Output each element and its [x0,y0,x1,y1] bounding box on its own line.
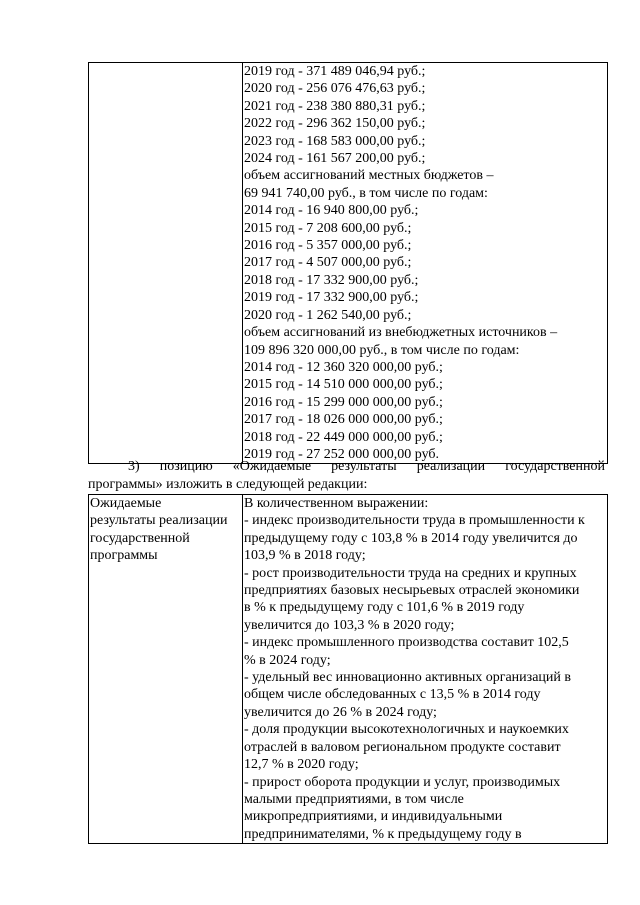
results-label-line: Ожидаемые [90,496,162,511]
funding-line: 2015 год - 7 208 600,00 руб.; [244,220,412,236]
funding-line: 2019 год - 371 489 046,94 руб.; [244,64,426,79]
results-line: В количественном выражении: [244,496,429,511]
paragraph-line: 3) позицию «Ожидаемые результаты реализации государственной [128,459,605,474]
results-row [89,495,608,844]
funding-line: 2019 год - 17 332 900,00 руб.; [244,290,419,306]
results-label-line: программы [90,548,158,564]
funding-line: 2014 год - 12 360 320 000,00 руб.; [244,359,443,375]
funding-line: 2017 год - 4 507 000,00 руб.; [244,255,412,271]
results-line: малыми предприятиями, в том числе [244,791,464,807]
funding-right-cell [243,63,608,464]
funding-line: 2023 год - 168 583 000,00 руб.; [244,133,426,149]
funding-line: 2020 год - 1 262 540,00 руб.; [244,307,412,323]
results-label-line: результаты реализации [90,513,228,529]
results-table [88,494,608,844]
funding-table [88,62,608,464]
amendment-paragraph [88,458,605,494]
funding-line: 2016 год - 15 299 000 000,00 руб.; [244,394,443,410]
results-line: предприятиях базовых несырьевых отраслей экономики [244,583,580,599]
results-line: общем числе обследованных с 13,5 % в 2014 году [244,687,541,703]
funding-line: 2016 год - 5 357 000,00 руб.; [244,238,412,254]
results-content-cell [243,495,608,844]
paragraph-line: программы» изложить в следующей редакции: [88,477,368,492]
funding-line: 69 941 740,00 руб., в том числе по годам: [244,185,488,201]
funding-line: объем ассигнований местных бюджетов – [244,168,494,184]
funding-line: 2021 год - 238 380 880,31 руб.; [244,98,426,114]
funding-left-cell [89,63,243,464]
results-line: микропредприятиями, и индивидуальными [244,809,503,825]
results-line: увеличится до 103,3 % в 2020 году; [244,617,455,633]
results-line: предыдущему году с 103,8 % в 2014 году увеличится до [244,530,578,546]
funding-line: 2017 год - 18 026 000 000,00 руб.; [244,412,443,428]
funding-line: объем ассигнований из внебюджетных источников – [244,325,558,341]
results-line: отраслей в валовом региональном продукте составит [244,739,561,755]
results-line: увеличится до 26 % в 2024 году; [244,704,437,720]
results-label-line: государственной [90,530,190,546]
funding-line: 109 896 320 000,00 руб., в том числе по годам: [244,342,520,358]
funding-row [89,63,608,464]
results-line: 12,7 % в 2020 году; [244,757,359,773]
funding-line: 2014 год - 16 940 800,00 руб.; [244,203,419,219]
results-line: 103,9 % в 2018 году; [244,548,366,564]
funding-line: 2019 год - 27 252 000 000,00 руб. [244,446,440,462]
results-line: - доля продукции высокотехнологичных и наукоемких [244,722,569,738]
funding-line: 2024 год - 161 567 200,00 руб.; [244,151,426,167]
results-line: - индекс промышленного производства составит 102,5 [244,635,569,651]
results-line: - удельный вес инновационно активных организаций в [244,670,571,686]
funding-line: 2020 год - 256 076 476,63 руб.; [244,81,426,97]
funding-line: 2015 год - 14 510 000 000,00 руб.; [244,377,443,393]
funding-line: 2018 год - 22 449 000 000,00 руб.; [244,429,443,445]
funding-line: 2022 год - 296 362 150,00 руб.; [244,116,426,132]
funding-line: 2018 год - 17 332 900,00 руб.; [244,272,419,288]
results-line: % в 2024 году; [244,652,331,668]
results-line: в % к предыдущему году с 101,6 % в 2019 году [244,600,525,616]
results-line: - индекс производительности труда в промышленности к [244,513,585,529]
results-line: предпринимателями, % к предыдущему году в [244,826,522,842]
results-line: - прирост оборота продукции и услуг, производимых [244,774,561,790]
results-line: - рост производительности труда на средних и крупных [244,565,577,581]
results-label-cell [89,495,243,844]
